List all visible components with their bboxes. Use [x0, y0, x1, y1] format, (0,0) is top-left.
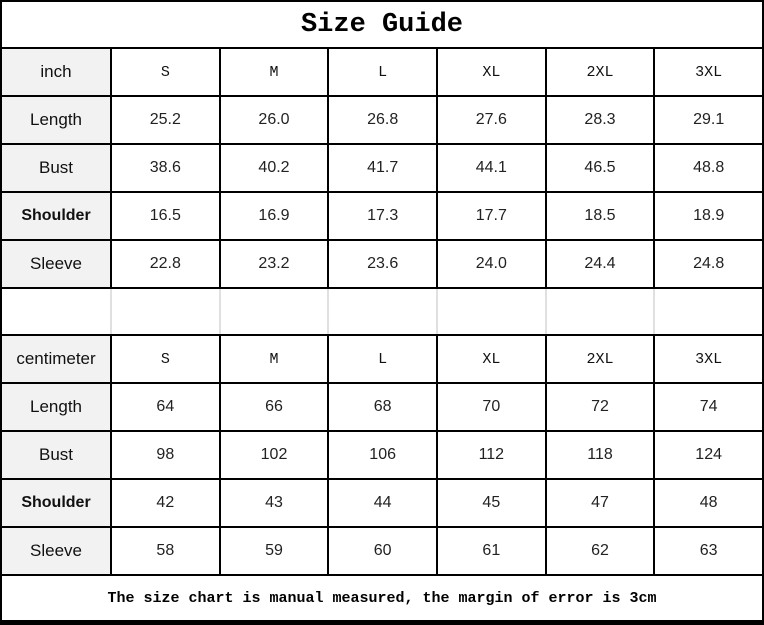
unit-header-cell: centimeter	[2, 336, 110, 382]
spacer-grid	[2, 289, 762, 334]
value-cell: 22.8	[112, 241, 219, 287]
size-header-cell: XL	[438, 49, 545, 95]
value-cell: 62	[547, 528, 654, 574]
size-header-cell: L	[329, 49, 436, 95]
value-cell: 98	[112, 432, 219, 478]
value-cell: 61	[438, 528, 545, 574]
value-cell: 24.4	[547, 241, 654, 287]
row-label-cell: Bust	[2, 145, 110, 191]
value-cell: 18.9	[655, 193, 762, 239]
value-cell: 118	[547, 432, 654, 478]
spacer-cell	[329, 289, 436, 334]
value-cell: 17.3	[329, 193, 436, 239]
value-cell: 43	[221, 480, 328, 526]
spacer-cell	[438, 289, 545, 334]
value-cell: 38.6	[112, 145, 219, 191]
value-cell: 42	[112, 480, 219, 526]
size-header-cell: M	[221, 49, 328, 95]
size-header-cell: 3XL	[655, 336, 762, 382]
value-cell: 58	[112, 528, 219, 574]
value-cell: 29.1	[655, 97, 762, 143]
value-cell: 47	[547, 480, 654, 526]
value-cell: 28.3	[547, 97, 654, 143]
value-cell: 60	[329, 528, 436, 574]
spacer-cell	[547, 289, 654, 334]
value-cell: 64	[112, 384, 219, 430]
value-cell: 23.6	[329, 241, 436, 287]
value-cell: 48.8	[655, 145, 762, 191]
value-cell: 72	[547, 384, 654, 430]
size-header-cell: 3XL	[655, 49, 762, 95]
value-cell: 74	[655, 384, 762, 430]
size-header-cell: M	[221, 336, 328, 382]
value-cell: 124	[655, 432, 762, 478]
value-cell: 24.8	[655, 241, 762, 287]
size-header-cell: 2XL	[547, 336, 654, 382]
value-cell: 70	[438, 384, 545, 430]
value-cell: 27.6	[438, 97, 545, 143]
value-cell: 46.5	[547, 145, 654, 191]
measurement-note: The size chart is manual measured, the margin of error is 3cm	[2, 576, 762, 620]
size-header-cell: XL	[438, 336, 545, 382]
value-cell: 17.7	[438, 193, 545, 239]
value-cell: 45	[438, 480, 545, 526]
value-cell: 59	[221, 528, 328, 574]
value-cell: 16.5	[112, 193, 219, 239]
row-label-cell: Bust	[2, 432, 110, 478]
row-label-cell: Shoulder	[2, 193, 110, 239]
page-title: Size Guide	[2, 2, 762, 47]
spacer-row	[2, 289, 762, 334]
spacer-cell	[221, 289, 328, 334]
value-cell: 23.2	[221, 241, 328, 287]
spacer-cell	[655, 289, 762, 334]
row-label-cell: Length	[2, 384, 110, 430]
size-header-cell: 2XL	[547, 49, 654, 95]
value-cell: 18.5	[547, 193, 654, 239]
value-cell: 63	[655, 528, 762, 574]
value-cell: 41.7	[329, 145, 436, 191]
size-header-cell: L	[329, 336, 436, 382]
value-cell: 68	[329, 384, 436, 430]
size-header-cell: S	[112, 49, 219, 95]
unit-header-cell: inch	[2, 49, 110, 95]
value-cell: 26.8	[329, 97, 436, 143]
value-cell: 24.0	[438, 241, 545, 287]
size-header-cell: S	[112, 336, 219, 382]
row-label-cell: Sleeve	[2, 241, 110, 287]
value-cell: 25.2	[112, 97, 219, 143]
row-label-cell: Length	[2, 97, 110, 143]
row-label-cell: Sleeve	[2, 528, 110, 574]
value-cell: 112	[438, 432, 545, 478]
value-cell: 26.0	[221, 97, 328, 143]
value-cell: 102	[221, 432, 328, 478]
value-cell: 66	[221, 384, 328, 430]
value-cell: 16.9	[221, 193, 328, 239]
row-label-cell: Shoulder	[2, 480, 110, 526]
spacer-cell	[112, 289, 219, 334]
value-cell: 44.1	[438, 145, 545, 191]
value-cell: 48	[655, 480, 762, 526]
value-cell: 106	[329, 432, 436, 478]
value-cell: 40.2	[221, 145, 328, 191]
spacer-cell	[2, 289, 110, 334]
value-cell: 44	[329, 480, 436, 526]
